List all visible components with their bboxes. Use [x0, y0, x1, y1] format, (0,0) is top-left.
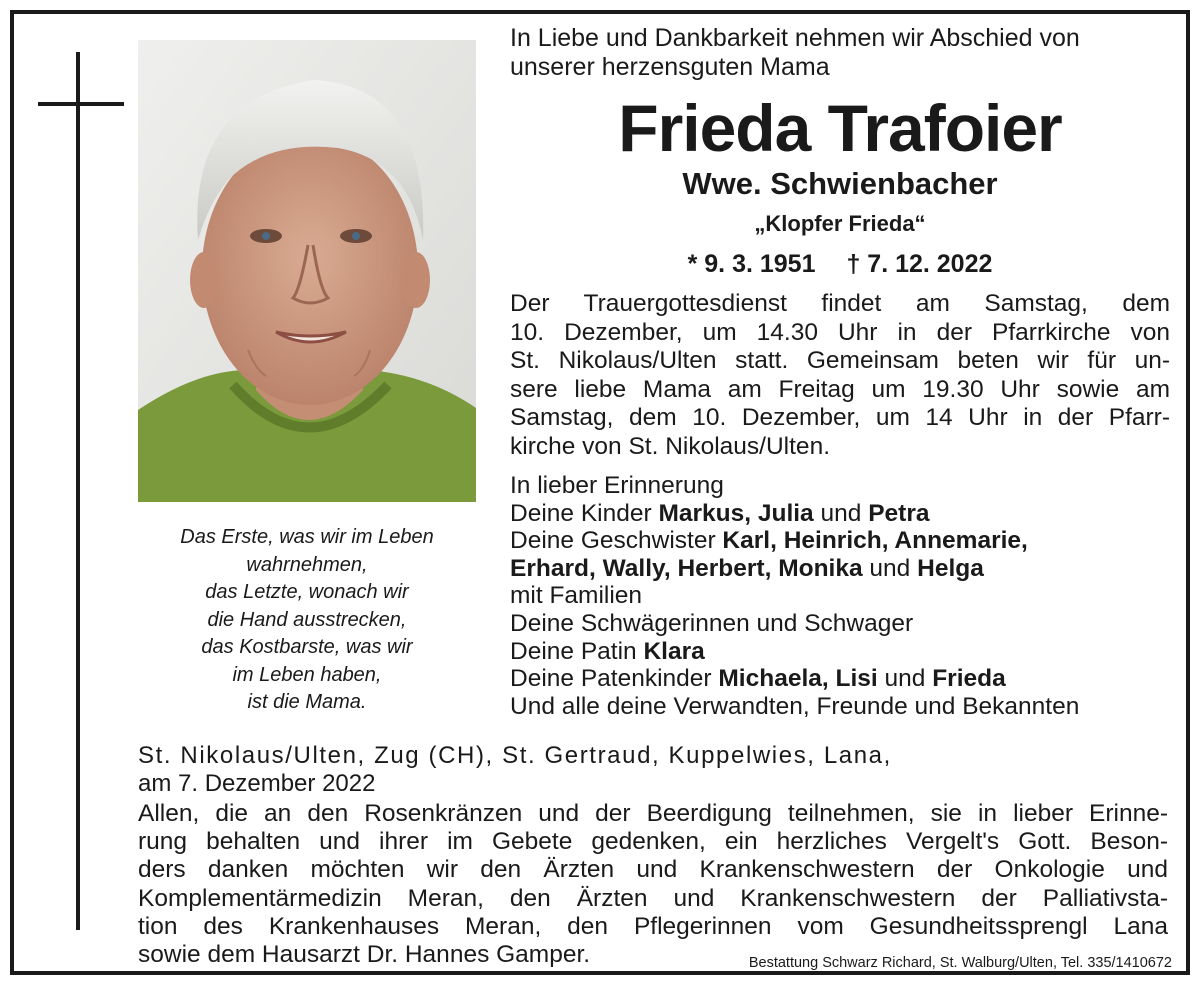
funeral-service-text [510, 290, 1170, 462]
service-line: sere liebe Mama am Freitag um 19.30 Uhr sowie am [510, 375, 1170, 403]
cross-icon-bar [38, 102, 124, 106]
quote-line: die Hand ausstrecken, [207, 608, 407, 631]
quote-line: ist die Mama. [247, 691, 367, 713]
thanks-line: rung behalten und ihrer im Gebete gedenken, ein herzliches Vergelt's Gott. Beson- [138, 828, 1168, 856]
thanks-text [138, 800, 1168, 969]
thanks-line: Allen, die an den Rosenkränzen und der Beerdigung teilnehmen, sie in lieber Erinne- [138, 800, 1168, 827]
quote-line: das Letzte, wonach wir [205, 581, 409, 603]
birth-date: * 9. 3. 1951 [687, 250, 816, 278]
mourners-families: mit Familien [510, 582, 643, 610]
place-line: St. Nikolaus/Ulten, Zug (CH), St. Gertraud, Kuppelwies, Lana, [138, 742, 892, 769]
intro-line: unserer herzensguten Mama [510, 53, 830, 81]
mourners-godchildren [510, 665, 1170, 693]
mourners-godmother [510, 638, 1170, 666]
thanks-line: Komplementärmedizin Meran, den Ärzten und Krankenschwestern der Palliativsta- [138, 884, 1168, 912]
death-date: † 7. 12. 2022 [846, 250, 993, 278]
life-dates [510, 248, 1170, 280]
cross-icon [76, 52, 80, 930]
mourners-intro: In lieber Erinnerung [510, 472, 724, 499]
thanks-line: tion des Krankenhauses Meran, den Pflegerinnen vom Gesundheitssprengl Lana [138, 912, 1168, 940]
mourners-siblings-cont [510, 555, 1170, 583]
conjunction: und [820, 499, 862, 527]
children-last-name: Petra [868, 499, 930, 527]
thanks-line: ders danken möchten wir den Ärzten und Krankenschwestern der Onkologie und [138, 856, 1168, 884]
mourners-others: Und alle deine Verwandten, Freunde und Bekannten [510, 692, 1080, 720]
service-line: kirche von St. Nikolaus/Ulten. [510, 432, 830, 460]
widow-of: Wwe. Schwienbacher [682, 166, 998, 201]
service-line: St. Nikolaus/Ulten statt. Gemeinsam beten wir für un- [510, 347, 1170, 375]
siblings-names: Karl, Heinrich, Annemarie, [722, 527, 1028, 555]
intro-line: In Liebe und Dankbarkeit nehmen wir Abschied von [510, 24, 1080, 52]
thanks-line: sowie dem Hausarzt Dr. Hannes Gamper. [138, 941, 591, 969]
siblings-last-name: Helga [917, 554, 984, 582]
godchildren-last-name: Frieda [932, 665, 1006, 693]
portrait-photo [138, 40, 476, 502]
children-names: Markus, Julia [658, 499, 814, 527]
quote-line: das Kostbarste, was wir [201, 636, 413, 658]
godmother-label: Deine Patin [510, 637, 637, 665]
mourners-in-laws: Deine Schwägerinnen und Schwager [510, 609, 914, 637]
children-label: Deine Kinder [510, 499, 652, 527]
undertaker-info: Bestattung Schwarz Richard, St. Walburg/Ulten, Tel. 335/1410672 [748, 955, 1172, 971]
siblings-label: Deine Geschwister [510, 527, 716, 555]
godchildren-names: Michaela, Lisi [718, 665, 878, 693]
conjunction: und [869, 554, 911, 582]
quote-line: im Leben haben, [232, 663, 382, 686]
deceased-name: Frieda Trafoier [618, 91, 1062, 165]
service-line: Samstag, dem 10. Dezember, um 14 Uhr in der Pfarr- [510, 404, 1170, 432]
conjunction: und [884, 665, 926, 693]
nickname: „Klopfer Frieda“ [754, 211, 926, 236]
quote-line: Das Erste, was wir im Leben [180, 526, 434, 548]
mourners-list [510, 472, 1170, 720]
intro-text [510, 24, 1170, 82]
date-line: am 7. Dezember 2022 [138, 770, 376, 797]
quote-line: wahrnehmen, [246, 553, 368, 576]
service-line: Der Trauergottesdienst findet am Samstag, dem [510, 290, 1170, 317]
place-and-date [138, 742, 1168, 798]
siblings-names: Erhard, Wally, Herbert, Monika [510, 554, 863, 582]
obituary-frame [10, 10, 1190, 975]
mourners-siblings [510, 527, 1170, 555]
service-line: 10. Dezember, um 14.30 Uhr in der Pfarrkirche von [510, 318, 1170, 346]
godchildren-label: Deine Patenkinder [510, 665, 712, 693]
godmother-name: Klara [643, 637, 705, 665]
memorial-quote [138, 524, 476, 717]
mourners-children [510, 500, 1170, 528]
